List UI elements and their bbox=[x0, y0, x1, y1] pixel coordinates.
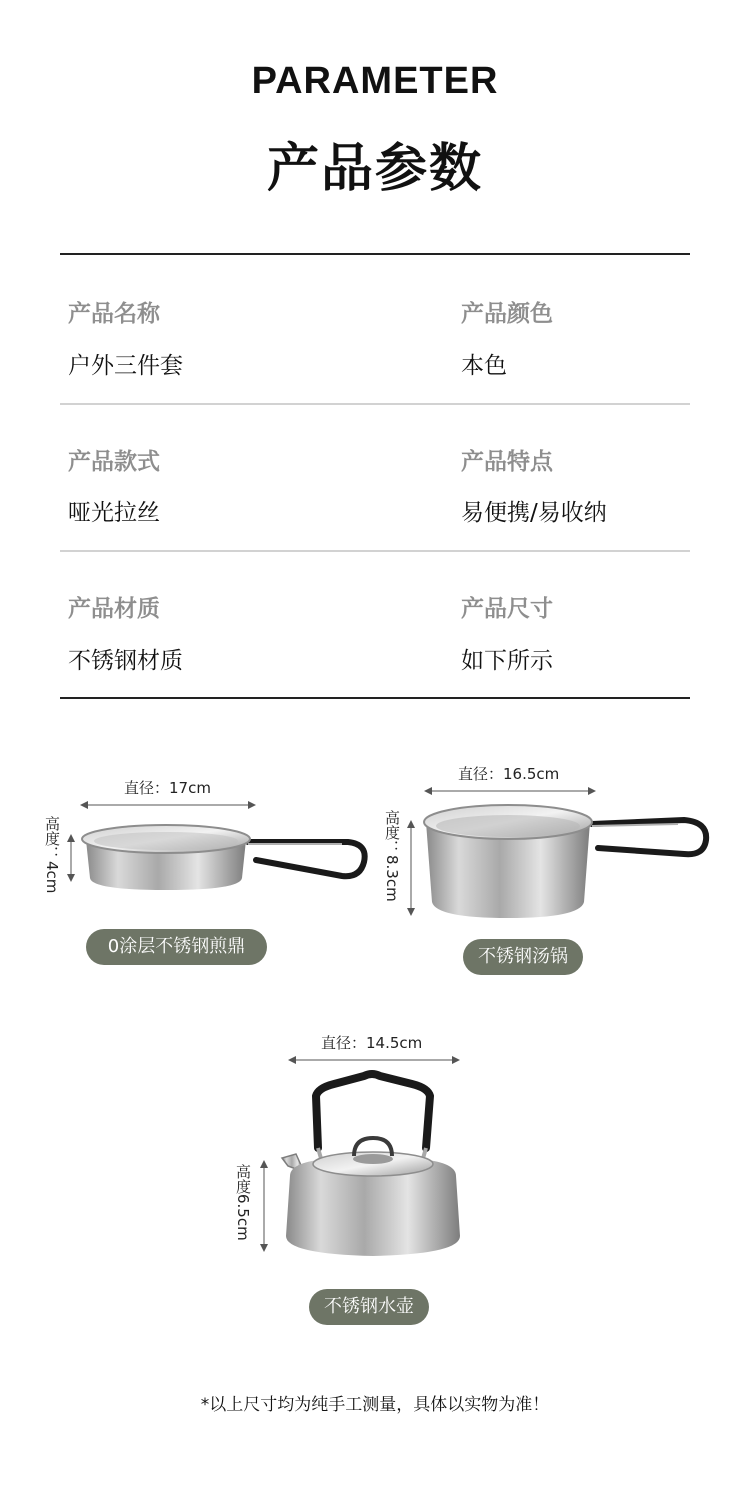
pot-name-badge: 不锈钢汤锅 bbox=[463, 939, 583, 975]
pan-name-badge: 0涂层不锈钢煎鼎 bbox=[86, 929, 267, 965]
table-divider-1 bbox=[60, 403, 690, 405]
table-top-rule bbox=[60, 253, 690, 255]
table-bottom-rule bbox=[60, 697, 690, 699]
kettle-image bbox=[278, 1066, 468, 1262]
kettle-name-badge: 不锈钢水壶 bbox=[309, 1289, 429, 1325]
table-divider-2 bbox=[60, 550, 690, 552]
pan-diameter-arrow bbox=[80, 800, 256, 810]
pan-height-label: 高度：4cm bbox=[43, 816, 61, 894]
measurement-footnote: *以上尺寸均为纯手工测量，具体以实物为准！ bbox=[200, 1395, 550, 1415]
kettle-height-label: 高度6.5cm bbox=[234, 1164, 252, 1241]
param-label-feature: 产品特点 bbox=[461, 449, 553, 475]
param-value-material: 不锈钢材质 bbox=[68, 648, 183, 674]
param-label-size: 产品尺寸 bbox=[461, 596, 553, 622]
param-label-color: 产品颜色 bbox=[461, 301, 553, 327]
param-label-style: 产品款式 bbox=[68, 449, 160, 475]
kettle-diameter-label: 直径：14.5cm bbox=[321, 1034, 423, 1052]
kettle-diameter-arrow bbox=[288, 1055, 460, 1065]
pan-height-arrow bbox=[66, 834, 76, 882]
pot-height-label: 高度：8.3cm bbox=[383, 810, 401, 902]
pot-diameter-label: 直径：16.5cm bbox=[458, 765, 560, 783]
param-value-color: 本色 bbox=[461, 353, 507, 379]
param-value-size: 如下所示 bbox=[461, 648, 553, 674]
param-label-material: 产品材质 bbox=[68, 596, 160, 622]
page-title-en: PARAMETER bbox=[251, 60, 499, 102]
frying-pan-image bbox=[80, 822, 372, 894]
param-value-style: 哑光拉丝 bbox=[68, 500, 160, 526]
param-label-name: 产品名称 bbox=[68, 301, 160, 327]
page-title-cn: 产品参数 bbox=[266, 139, 483, 199]
param-value-name: 户外三件套 bbox=[68, 353, 183, 379]
pot-diameter-arrow bbox=[424, 786, 596, 796]
param-value-feature: 易便携/易收纳 bbox=[461, 500, 607, 526]
kettle-height-arrow bbox=[259, 1160, 269, 1252]
soup-pot-image bbox=[422, 802, 714, 922]
pot-height-arrow bbox=[406, 820, 416, 916]
pan-diameter-label: 直径：17cm bbox=[124, 779, 211, 797]
